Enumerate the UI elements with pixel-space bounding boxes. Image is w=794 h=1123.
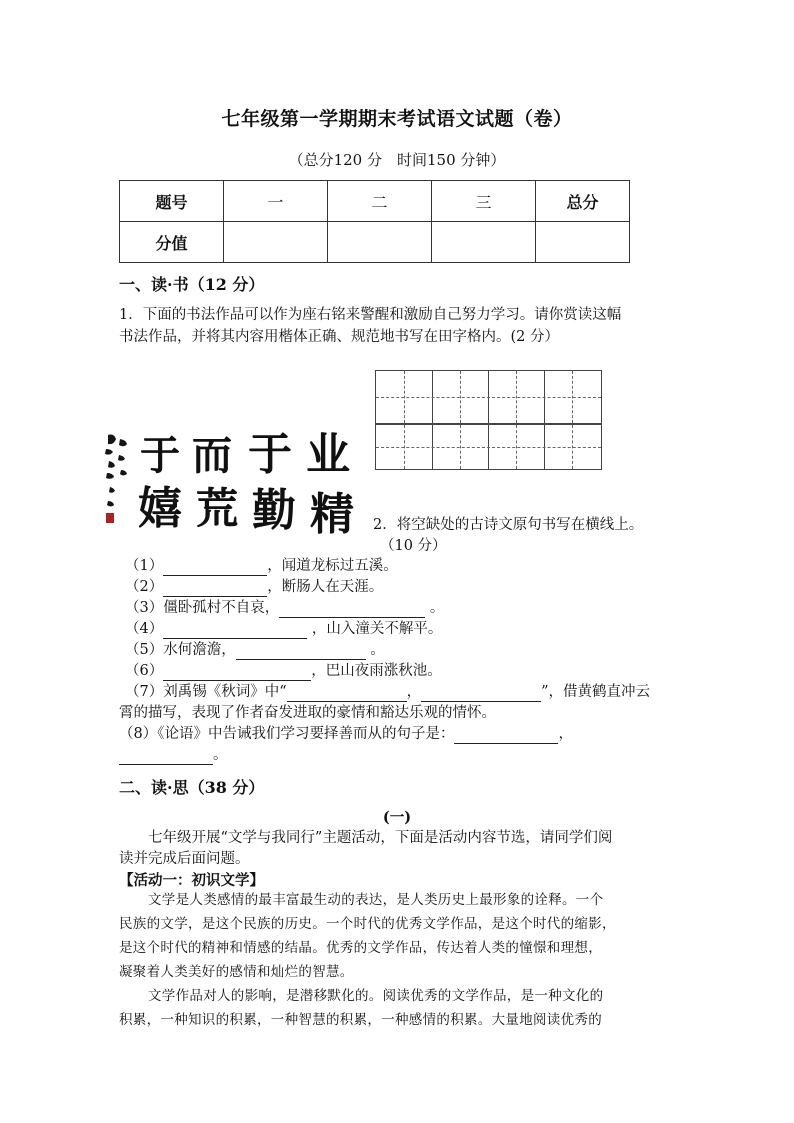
calligraphy-artwork <box>98 425 366 537</box>
intro-line-2: 读并完成后面问题。 <box>119 851 250 867</box>
calligraphy-glyphs <box>138 429 354 537</box>
fill-item-7-cont: 霄的描写，表现了作者奋发进取的豪情和豁达乐观的情怀。 <box>119 705 496 721</box>
page-subtitle: （总分120 分 时间150 分钟） <box>288 151 506 169</box>
table-header: 题号 <box>120 181 224 222</box>
fill-item-7 <box>125 682 650 702</box>
score-cell[interactable] <box>224 222 328 263</box>
item-text: ，山入潼关不解平。 <box>311 621 443 637</box>
score-cell[interactable] <box>536 222 630 263</box>
answer-blank[interactable] <box>421 685 541 702</box>
answer-blank[interactable] <box>163 559 267 576</box>
item-text: 僵卧孤村不自哀， <box>163 600 280 616</box>
row-label: 分值 <box>120 222 224 263</box>
q1-text-1: 1．下面的书法作品可以作为座右铭来警醒和激励自己努力学习。请你赏读这幅 <box>119 307 622 323</box>
fill-item-2 <box>125 577 383 597</box>
calligraphy-char: 而 <box>192 433 232 479</box>
answer-blank[interactable] <box>454 727 558 744</box>
score-table <box>119 180 630 263</box>
passage-line: 凝聚着人类美好的感情和灿烂的智慧。 <box>119 964 354 980</box>
table-header: 一 <box>224 181 328 222</box>
q2-text-2: （10 分） <box>380 538 447 554</box>
answer-blank[interactable] <box>119 748 213 765</box>
table-header: 三 <box>432 181 536 222</box>
fill-item-1 <box>125 556 398 576</box>
item-number: （6） <box>125 663 164 679</box>
table-header: 二 <box>328 181 432 222</box>
calligraphy-char: 于 <box>140 433 180 479</box>
answer-blank[interactable] <box>279 601 425 618</box>
answer-blank[interactable] <box>163 622 307 639</box>
table-row <box>120 222 630 263</box>
answer-blank[interactable] <box>287 685 407 702</box>
fill-item-6 <box>125 661 442 681</box>
item-text: （7）刘禹锡《秋词》中“ <box>125 684 287 700</box>
item-number: （4） <box>125 621 164 637</box>
item-text: （8）《论语》中告诫我们学习要择善而从的句子是： <box>119 726 455 742</box>
tianzige-row-2[interactable] <box>375 424 602 470</box>
calligraphy-char: 勤 <box>252 485 296 536</box>
section1-heading: 一、读·书（12 分） <box>119 275 265 294</box>
fill-item-5 <box>125 640 385 660</box>
item-text: 。 <box>213 747 228 763</box>
item-text: ”，借黄鹤直冲云 <box>541 684 651 700</box>
table-header: 总分 <box>536 181 630 222</box>
answer-blank[interactable] <box>163 580 267 597</box>
tianzige-row-1[interactable] <box>375 370 602 424</box>
item-text: 。 <box>429 600 445 616</box>
table-row <box>120 181 630 222</box>
fill-item-4 <box>125 619 442 639</box>
activity1-heading: 【活动一：初识文学】 <box>119 872 264 889</box>
passage-line: 是这个时代的精神和情感的结晶。优秀的文学作品，传达着人类的憧憬和理想， <box>119 940 602 956</box>
item-text: 。 <box>370 642 385 658</box>
q2-text-1: 2．将空缺处的古诗文原句书写在横线上。 <box>373 517 644 533</box>
fill-item-8 <box>119 724 573 744</box>
item-text: ，断肠人在天涯。 <box>267 579 384 595</box>
passage-line: 文学作品对人的影响，是潜移默化的。阅读优秀的文学作品，是一种文化的 <box>148 988 604 1004</box>
item-text: ，闻道龙标过五溪。 <box>267 558 398 574</box>
passage-line: 积累，一种知识的积累，一种智慧的积累，一种感情的积累。大量地阅读优秀的 <box>119 1012 602 1028</box>
item-number: （2） <box>125 579 164 595</box>
calligraphy-char: 业 <box>306 429 350 480</box>
passage-line: 民族的文学，是这个民族的历史。一个时代的优秀文学作品，是这个时代的缩影， <box>119 916 616 932</box>
answer-blank[interactable] <box>163 664 311 681</box>
calligraphy-char: 嬉 <box>138 483 182 534</box>
item-number: （1） <box>125 558 164 574</box>
item-text: ，巴山夜雨涨秋池。 <box>311 663 442 679</box>
calligraphy-char: 于 <box>248 429 292 480</box>
item-text: ， <box>406 684 422 700</box>
score-cell[interactable] <box>328 222 432 263</box>
calligraphy-char: 荒 <box>196 484 239 533</box>
fill-item-3 <box>125 598 444 618</box>
answer-blank[interactable] <box>236 643 366 660</box>
intro-line-1: 七年级开展“文学与我同行”主题活动，下面是活动内容节选，请同学们阅 <box>148 830 613 846</box>
item-number: （3） <box>125 600 164 616</box>
score-cell[interactable] <box>432 222 536 263</box>
item-number: （5） <box>125 642 164 658</box>
item-text: ， <box>558 726 573 742</box>
part-heading: (一) <box>382 809 412 826</box>
q1-text-2: 书法作品，并将其内容用楷体正确、规范地书写在田字格内。(2 分） <box>119 329 559 345</box>
section2-heading: 二、读·思（38 分） <box>119 778 265 797</box>
calligraphy-char: 精 <box>310 489 354 537</box>
fill-item-8-cont <box>119 745 228 765</box>
item-text: 水何澹澹， <box>163 642 236 658</box>
passage-line: 文学是人类感情的最丰富最生动的表达，是人类历史上最形象的诠释。一个 <box>148 892 604 908</box>
page-title: 七年级第一学期期末考试语文试题（卷） <box>221 108 573 130</box>
